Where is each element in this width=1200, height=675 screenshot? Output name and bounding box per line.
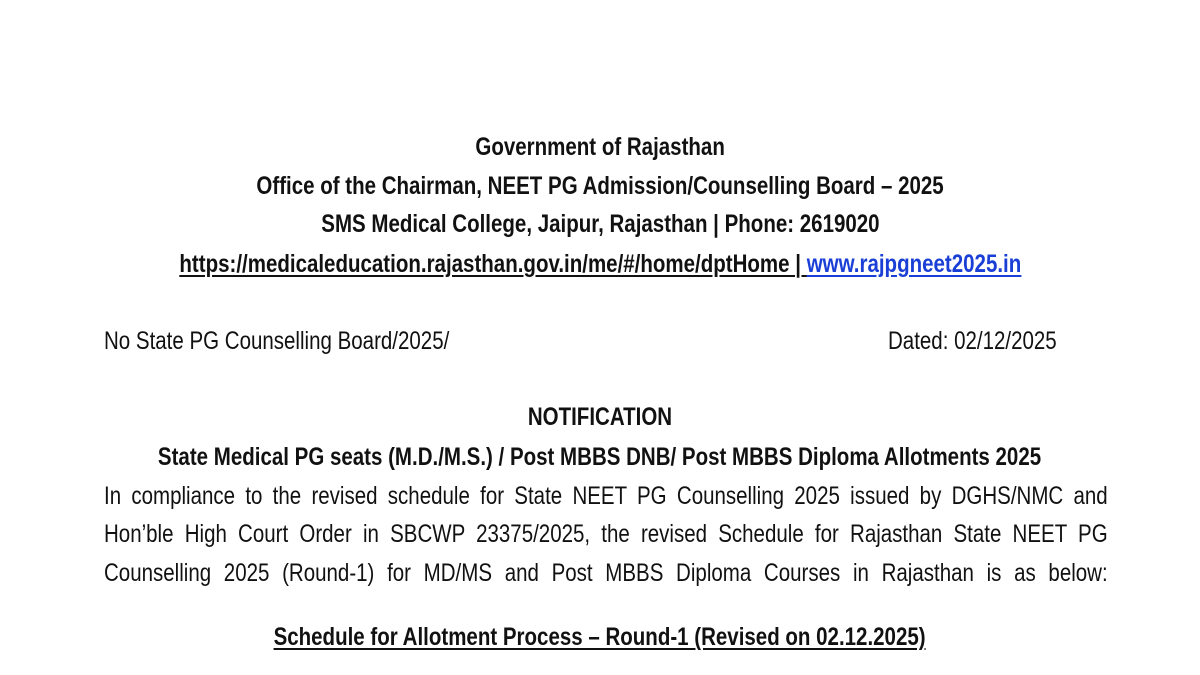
dated: Dated: 02/12/2025 [888, 327, 1057, 355]
body-line: Hon’ble High Court Order in SBCWP 23375/2025, the revised Schedule for Rajasthan State NEET PG [104, 520, 1108, 548]
reference-number: No State PG Counselling Board/2025/ [104, 327, 450, 355]
body-line: Counselling 2025 (Round-1) for MD/MS and Post MBBS Diploma Courses in Rajasthan is as below: [104, 559, 1108, 587]
body-line: In compliance to the revised schedule for State NEET PG Counselling 2025 issued by DGHS/NMC and [104, 482, 1108, 510]
header-office: Office of the Chairman, NEET PG Admission/Counselling Board – 2025 [256, 172, 944, 200]
notification-title: NOTIFICATION [527, 403, 673, 431]
header-links [0, 250, 1200, 279]
header-address: SMS Medical College, Jaipur, Rajasthan | Phone: 2619020 [320, 210, 880, 238]
schedule-heading: Schedule for Allotment Process – Round-1 (Revised on 02.12.2025) [273, 623, 927, 651]
header-government: Government of Rajasthan [475, 133, 725, 161]
department-url-link[interactable]: https://medicaleducation.rajasthan.gov.in/me/#/home/dptHome | [179, 250, 807, 278]
site-url-link[interactable]: www.rajpgneet2025.in [806, 250, 1021, 278]
notification-subtitle: State Medical PG seats (M.D./M.S.) / Post MBBS DNB/ Post MBBS Diploma Allotments 2025 [158, 443, 1042, 471]
links-row [179, 250, 1021, 279]
